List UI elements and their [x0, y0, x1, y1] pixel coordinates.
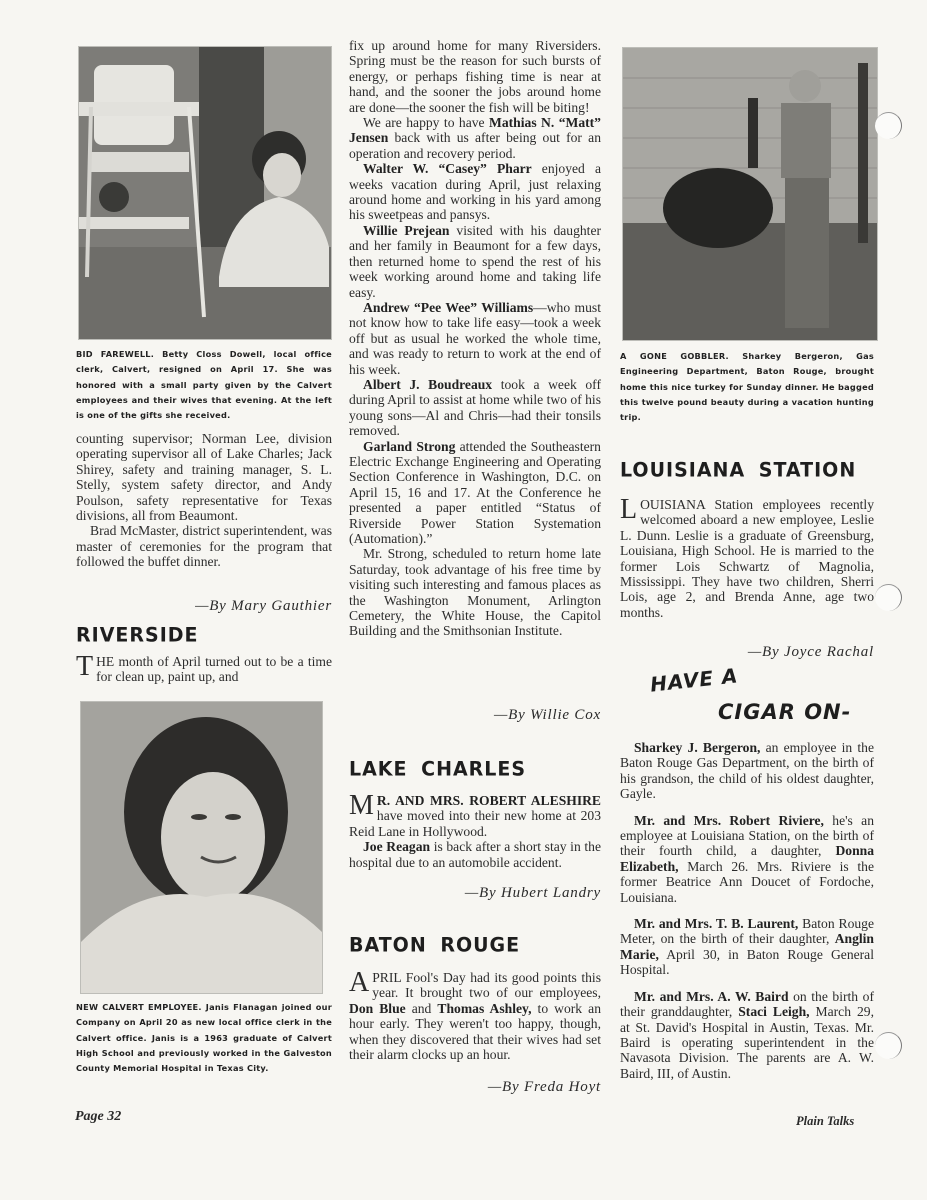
person-name: Andrew “Pee Wee” Williams — [363, 299, 534, 315]
person-name: Mr. and Mrs. Robert Riviere, — [634, 812, 824, 828]
section-heading-lake-charles: LAKE CHARLES — [349, 757, 527, 781]
photo-woman-high-chair-image — [79, 47, 331, 339]
byline-freda-hoyt: —By Freda Hoyt — [487, 1079, 601, 1095]
birth-item-bergeron: Sharkey J. Bergeron, an employee in the Baton Rouge Gas Department, on the birth of his grandson, the child of his oldest daughter, Gayle. — [620, 740, 875, 802]
caption-gone-gobbler: A GONE GOBBLER. Sharkey Bergeron, Gas Engineering Department, Baton Rouge, brought home this nice turkey for Sunday dinner. He bagged this twelve pound beauty during a vacation hunting trip. — [620, 351, 874, 423]
portrait-janis-flanagan-image — [81, 702, 322, 993]
riverside-item-pharr: Walter W. “Casey” Pharr enjoyed a weeks vacation during April, just relaxing around home and working in his yard among his sweetpeas and pansys. — [349, 161, 601, 223]
person-name: Albert J. Boudreaux — [363, 376, 493, 392]
byline-willie-cox: —By Willie Cox — [493, 707, 601, 723]
publication-name: Plain Talks — [796, 1114, 855, 1128]
person-name: Joe Reagan — [363, 839, 431, 855]
calvert-paragraph-1: counting supervisor; Norman Lee, division operating supervisor all of Lake Charles; Jack Shirey, safety and training manager, S. L. Stelly, system safety director, and Andy Poulson, safety representative for Texas divisions, all from Beaumont. — [76, 431, 332, 524]
calvert-article-continued — [76, 431, 332, 570]
person-name: Don Blue — [349, 1000, 406, 1016]
riverside-item-strong-trip: Mr. Strong, scheduled to return home late Saturday, took advantage of his free time by visiting such interesting and famous places as the Washington Monument, Arlington Cemetery, the White House, the Capitol Building and the Smithsonian Institute. — [349, 546, 601, 639]
person-name: R. AND MRS. ROBERT ALESHIRE — [376, 793, 601, 808]
person-name: Mr. and Mrs. T. B. Laurent, — [634, 916, 799, 932]
photo-new-calvert-employee — [80, 701, 323, 994]
birth-item-baird: Mr. and Mrs. A. W. Baird on the birth of their granddaughter, Staci Leigh, March 29, at St. David's Hospital in Austin, Texas. Mr. Baird is operating superintendent in the Navasota Division. The parents are A. W. Baird, III, of Austin. — [620, 988, 874, 1081]
baby-name: Staci Leigh, — [738, 1004, 810, 1020]
person-name: Willie Prejean — [363, 222, 450, 238]
riverside-item-williams: Andrew “Pee Wee” Williams—who must not know how to take life easy—took a week off but as usual he worked the whole time, and was ready to return to work at the end of his week. — [349, 299, 601, 377]
lake-charles-article: M R. AND MRS. ROBERT ALESHIRE have moved into their new home at 203 Reid Lane in Hollywood. Joe Reagan is back after a short stay in the hospital due to an automobile accident. — [349, 790, 601, 870]
punch-hole-middle — [875, 584, 902, 611]
person-name: Mathias N. “Matt” Jensen — [349, 115, 601, 146]
dropcap-m: M — [349, 790, 374, 821]
riverside-item-prejean: Willie Prejean visited with his daughter and her family in Beaumont for a few days, then returned home to spend the rest of his week working around home and taking life easy. — [349, 222, 601, 300]
person-name: Garland Strong — [363, 438, 456, 454]
riverside-article-continued — [349, 38, 601, 639]
birth-item-laurent: Mr. and Mrs. T. B. Laurent, Baton Rouge Meter, on the birth of their daughter, Anglin Marie, April 30, in Baton Rouge General Hospital. — [620, 916, 874, 978]
dropcap-a: A — [349, 967, 370, 998]
louisiana-station-article: LOUISIANA Station employees recently welcomed aboard a new employee, Leslie L. Dunn. Leslie is a graduate of Greensburg, Louisiana, High School. He is married to the former Lois Schwartz of Magnolia, Mississippi. They have two children, Sherri Lois, age 2, and Brenda Anne, age two months. — [620, 494, 874, 620]
dropcap-t: T — [76, 651, 94, 682]
have-a-cigar-line-2: CIGAR ON- — [718, 700, 852, 724]
riverside-item-jensen: We are happy to have Mathias N. “Matt” Jensen back with us after being out for an operation and recovery period. — [349, 115, 601, 161]
byline-hubert-landry: —By Hubert Landry — [464, 885, 601, 901]
riverside-item-strong: Garland Strong attended the Southeastern Electric Exchange Engineering and Operating Section Conference in Washington, D.C. on April 15, 16 and 17. At the Conference he presented a paper entitled “Status of Riverside Power Station Systemation (Automation).” — [349, 438, 601, 546]
riverside-intro-text: HE month of April turned out to be a time for clean up, paint up, and — [96, 654, 332, 685]
riverside-continued-text: fix up around home for many Riversiders. Spring must be the reason for such bursts of energy, or perhaps fishing time is near at hand, and the sooner the jobs around home are done—the sooner the fish will be biting! — [349, 38, 601, 115]
person-name: Thomas Ashley, — [437, 1000, 532, 1016]
riverside-intro — [76, 651, 332, 685]
photo-bid-farewell — [78, 46, 332, 340]
baby-name: Donna Elizabeth, — [620, 843, 874, 874]
byline-joyce-rachal: —By Joyce Rachal — [747, 644, 874, 660]
baby-name: Anglin Marie, — [620, 931, 874, 962]
caption-new-calvert-employee: NEW CALVERT EMPLOYEE. Janis Flanagan joined our Company on April 20 as new local office clerk in the Calvert office. Janis is a 1963 graduate of Calvert High School and previously worked in the Galveston County Memorial Hospital in Texas City. — [76, 1002, 332, 1074]
person-name: Mr. and Mrs. A. W. Baird — [634, 988, 789, 1004]
section-heading-riverside: RIVERSIDE — [76, 623, 199, 647]
person-name: Sharkey J. Bergeron, — [634, 740, 761, 755]
calvert-paragraph-2: Brad McMaster, district superintendent, was master of ceremonies for the program that followed the buffet dinner. — [76, 523, 332, 570]
photo-gone-gobbler — [622, 47, 878, 341]
section-heading-baton-rouge: BATON ROUGE — [349, 933, 521, 957]
birth-item-riviere: Mr. and Mrs. Robert Riviere, he's an employee at Louisiana Station, on the birth of their fourth child, a daughter, Donna Elizabeth, March 26. Mrs. Riviere is the former Beatrice Ann Doucet of Fordoche, Louisiana. — [620, 812, 874, 905]
page-number: Page 32 — [75, 1109, 122, 1124]
photo-man-with-turkey-image — [623, 48, 877, 340]
caption-bid-farewell: BID FAREWELL. Betty Closs Dowell, local office clerk, Calvert, resigned on April 17. She was honored with a small party given by the Calvert employees and their wives that evening. At the left is one of the gifts she received. — [76, 349, 332, 421]
dropcap-l: L — [620, 494, 638, 525]
punch-hole-top — [875, 112, 902, 139]
person-name: Walter W. “Casey” Pharr — [363, 161, 532, 177]
punch-hole-bottom — [875, 1032, 902, 1059]
baton-rouge-article: APRIL Fool's Day had its good points this year. It brought two of our employees, Don Blue and Thomas Ashley, to work an hour early. They weren't too happy, though, when they discovered that their wives had set their alarm clocks up an hour. — [349, 967, 601, 1063]
have-a-cigar-line-1: HAVE A — [648, 663, 740, 697]
births-list — [620, 740, 874, 1081]
byline-mary-gauthier: —By Mary Gauthier — [195, 598, 332, 614]
section-heading-louisiana-station: LOUISIANA STATION — [620, 458, 857, 482]
riverside-item-boudreaux: Albert J. Boudreaux took a week off during April to assist at home while two of his young sons—Al and Chris—had their tonsils removed. — [349, 376, 601, 439]
